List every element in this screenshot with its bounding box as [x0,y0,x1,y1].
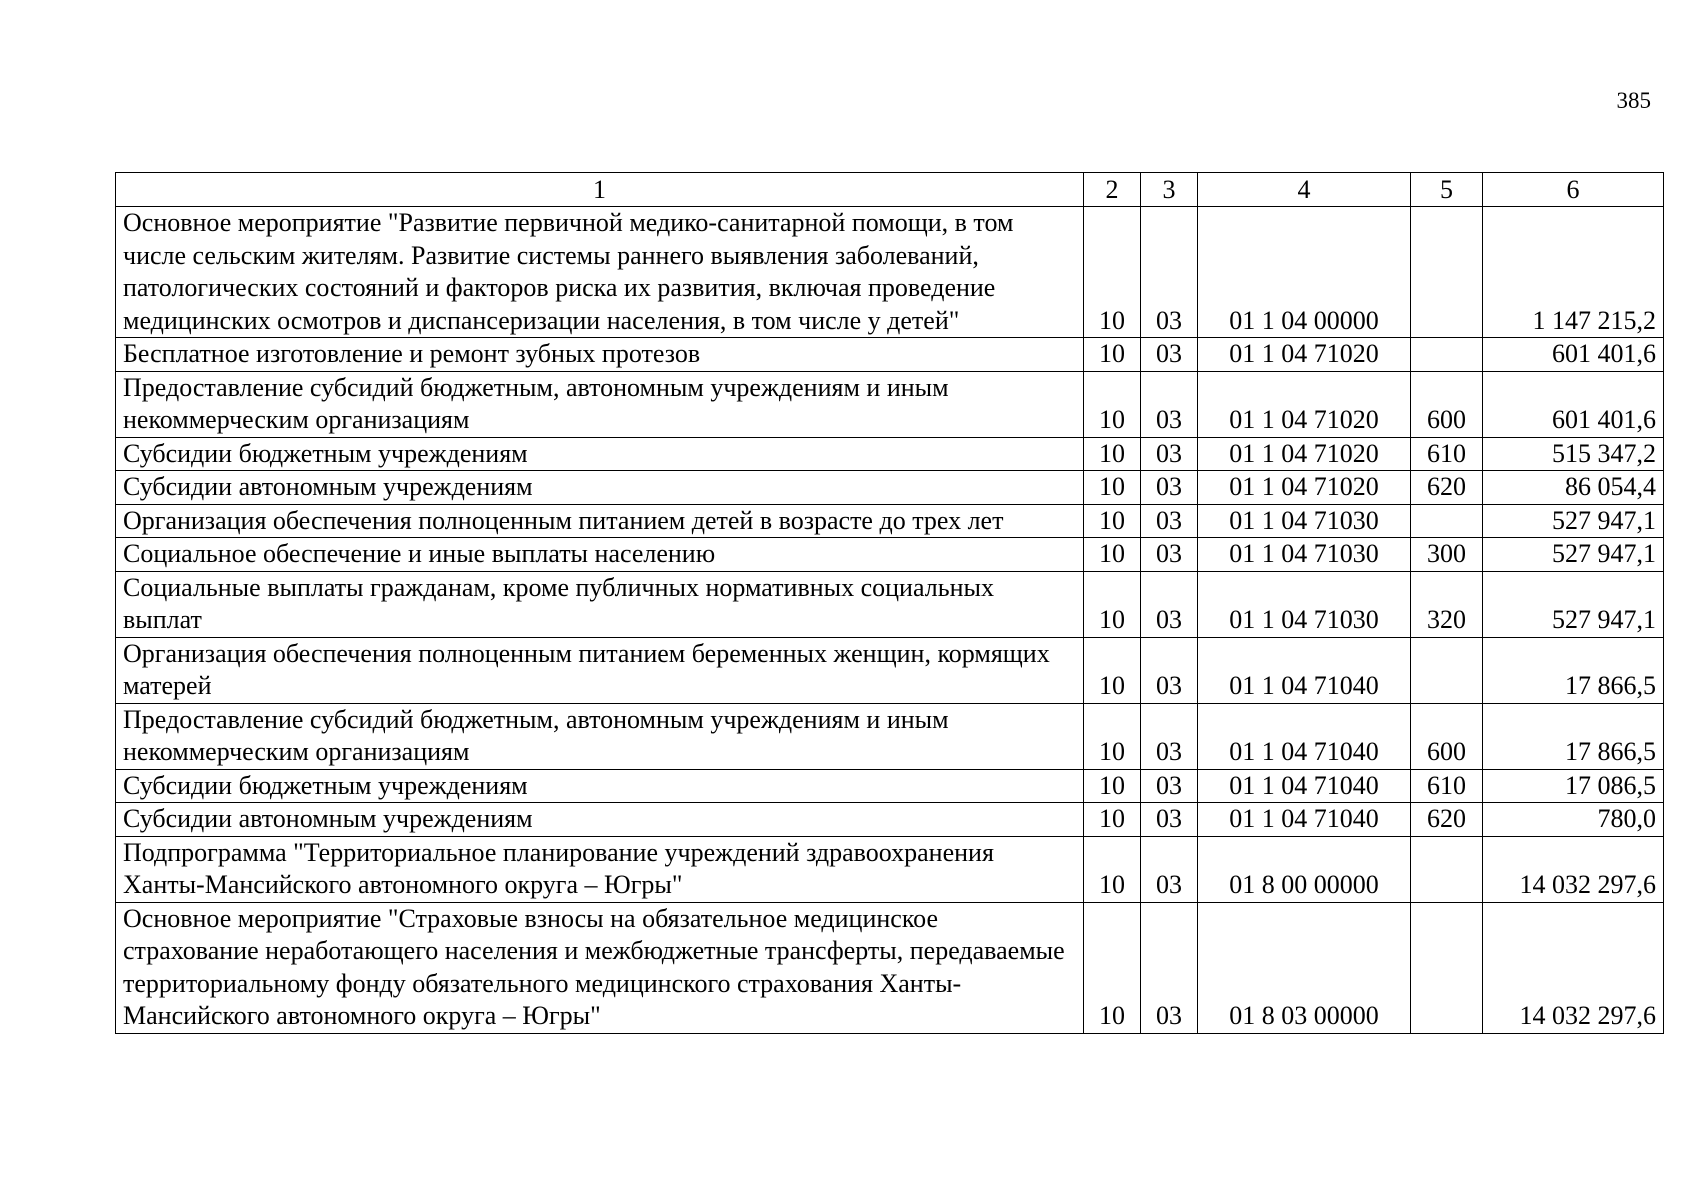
row-name: Субсидии автономным учреждениям [116,471,1084,505]
header-col-3: 3 [1141,173,1198,207]
row-name: Подпрограмма "Территориальное планирование учреждений здравоохранения Ханты-Мансийского автономного округа – Югры" [116,836,1084,902]
table-row [116,769,1664,803]
row-subsection: 03 [1141,571,1198,637]
row-section: 10 [1084,703,1141,769]
row-section: 10 [1084,207,1141,338]
header-col-1: 1 [116,173,1084,207]
row-expense-type [1411,207,1483,338]
row-section: 10 [1084,371,1141,437]
row-target-code: 01 1 04 71040 [1198,803,1411,837]
row-target-code: 01 1 04 71030 [1198,504,1411,538]
row-expense-type: 620 [1411,471,1483,505]
table-row [116,836,1664,902]
row-name: Предоставление субсидий бюджетным, автономным учреждениям и иным некоммерческим организациям [116,703,1084,769]
row-name: Социальные выплаты гражданам, кроме публичных нормативных социальных выплат [116,571,1084,637]
row-section: 10 [1084,437,1141,471]
row-section: 10 [1084,769,1141,803]
row-name: Бесплатное изготовление и ремонт зубных протезов [116,338,1084,372]
header-col-5: 5 [1411,173,1483,207]
row-amount: 1 147 215,2 [1483,207,1664,338]
row-name: Организация обеспечения полноценным питанием детей в возрасте до трех лет [116,504,1084,538]
row-amount: 86 054,4 [1483,471,1664,505]
row-subsection: 03 [1141,703,1198,769]
row-section: 10 [1084,538,1141,572]
row-amount: 601 401,6 [1483,338,1664,372]
row-name: Основное мероприятие "Развитие первичной медико-санитарной помощи, в том числе сельским жителям. Развитие системы раннего выявления заболеваний, патологических состояний и факторов риска их развития, включая проведение медицинских осмотров и диспансеризации населения, в том числе у детей" [116,207,1084,338]
row-target-code: 01 1 04 71020 [1198,471,1411,505]
row-target-code: 01 1 04 71030 [1198,571,1411,637]
page-number: 385 [1616,88,1651,113]
row-subsection: 03 [1141,836,1198,902]
table-body [116,207,1664,1034]
row-expense-type: 320 [1411,571,1483,637]
row-subsection: 03 [1141,471,1198,505]
table-header [116,173,1664,207]
row-target-code: 01 8 00 00000 [1198,836,1411,902]
row-amount: 527 947,1 [1483,538,1664,572]
table-row [116,207,1664,338]
row-subsection: 03 [1141,538,1198,572]
row-section: 10 [1084,504,1141,538]
header-col-2: 2 [1084,173,1141,207]
header-col-6: 6 [1483,173,1664,207]
row-target-code: 01 1 04 00000 [1198,207,1411,338]
row-amount: 14 032 297,6 [1483,902,1664,1033]
row-amount: 527 947,1 [1483,504,1664,538]
row-subsection: 03 [1141,803,1198,837]
row-name: Субсидии бюджетным учреждениям [116,769,1084,803]
row-expense-type [1411,504,1483,538]
budget-table [115,172,1664,1034]
row-subsection: 03 [1141,504,1198,538]
row-amount: 780,0 [1483,803,1664,837]
row-subsection: 03 [1141,207,1198,338]
row-target-code: 01 1 04 71020 [1198,371,1411,437]
table-row [116,338,1664,372]
row-expense-type: 600 [1411,371,1483,437]
table-row [116,437,1664,471]
row-subsection: 03 [1141,902,1198,1033]
row-expense-type: 610 [1411,437,1483,471]
row-subsection: 03 [1141,637,1198,703]
table-row [116,803,1664,837]
table-row [116,538,1664,572]
table-row [116,371,1664,437]
row-name: Субсидии бюджетным учреждениям [116,437,1084,471]
row-section: 10 [1084,902,1141,1033]
table-row [116,703,1664,769]
row-expense-type [1411,338,1483,372]
row-expense-type [1411,902,1483,1033]
header-col-4: 4 [1198,173,1411,207]
row-target-code: 01 8 03 00000 [1198,902,1411,1033]
header-row [116,173,1664,207]
row-amount: 14 032 297,6 [1483,836,1664,902]
row-amount: 17 866,5 [1483,703,1664,769]
row-target-code: 01 1 04 71020 [1198,437,1411,471]
row-name: Субсидии автономным учреждениям [116,803,1084,837]
row-amount: 515 347,2 [1483,437,1664,471]
row-expense-type [1411,637,1483,703]
row-subsection: 03 [1141,769,1198,803]
row-section: 10 [1084,836,1141,902]
row-name: Социальное обеспечение и иные выплаты населению [116,538,1084,572]
row-name: Предоставление субсидий бюджетным, автономным учреждениям и иным некоммерческим организациям [116,371,1084,437]
row-amount: 17 866,5 [1483,637,1664,703]
row-name: Основное мероприятие "Страховые взносы на обязательное медицинское страхование неработающего населения и межбюджетные трансферты, передаваемые территориальному фонду обязательного медицинского страхования Ханты-Мансийского автономного округа – Югры" [116,902,1084,1033]
table-row [116,637,1664,703]
row-section: 10 [1084,637,1141,703]
table-row [116,471,1664,505]
row-target-code: 01 1 04 71040 [1198,703,1411,769]
row-name: Организация обеспечения полноценным питанием беременных женщин, кормящих матерей [116,637,1084,703]
row-expense-type: 300 [1411,538,1483,572]
row-target-code: 01 1 04 71040 [1198,637,1411,703]
row-section: 10 [1084,571,1141,637]
table-row [116,902,1664,1033]
row-expense-type [1411,836,1483,902]
row-expense-type: 620 [1411,803,1483,837]
row-expense-type: 600 [1411,703,1483,769]
table-row [116,571,1664,637]
row-amount: 601 401,6 [1483,371,1664,437]
row-amount: 17 086,5 [1483,769,1664,803]
row-subsection: 03 [1141,371,1198,437]
row-target-code: 01 1 04 71040 [1198,769,1411,803]
row-subsection: 03 [1141,338,1198,372]
row-section: 10 [1084,803,1141,837]
row-subsection: 03 [1141,437,1198,471]
row-target-code: 01 1 04 71020 [1198,338,1411,372]
row-section: 10 [1084,338,1141,372]
row-expense-type: 610 [1411,769,1483,803]
table-row [116,504,1664,538]
row-amount: 527 947,1 [1483,571,1664,637]
row-section: 10 [1084,471,1141,505]
row-target-code: 01 1 04 71030 [1198,538,1411,572]
